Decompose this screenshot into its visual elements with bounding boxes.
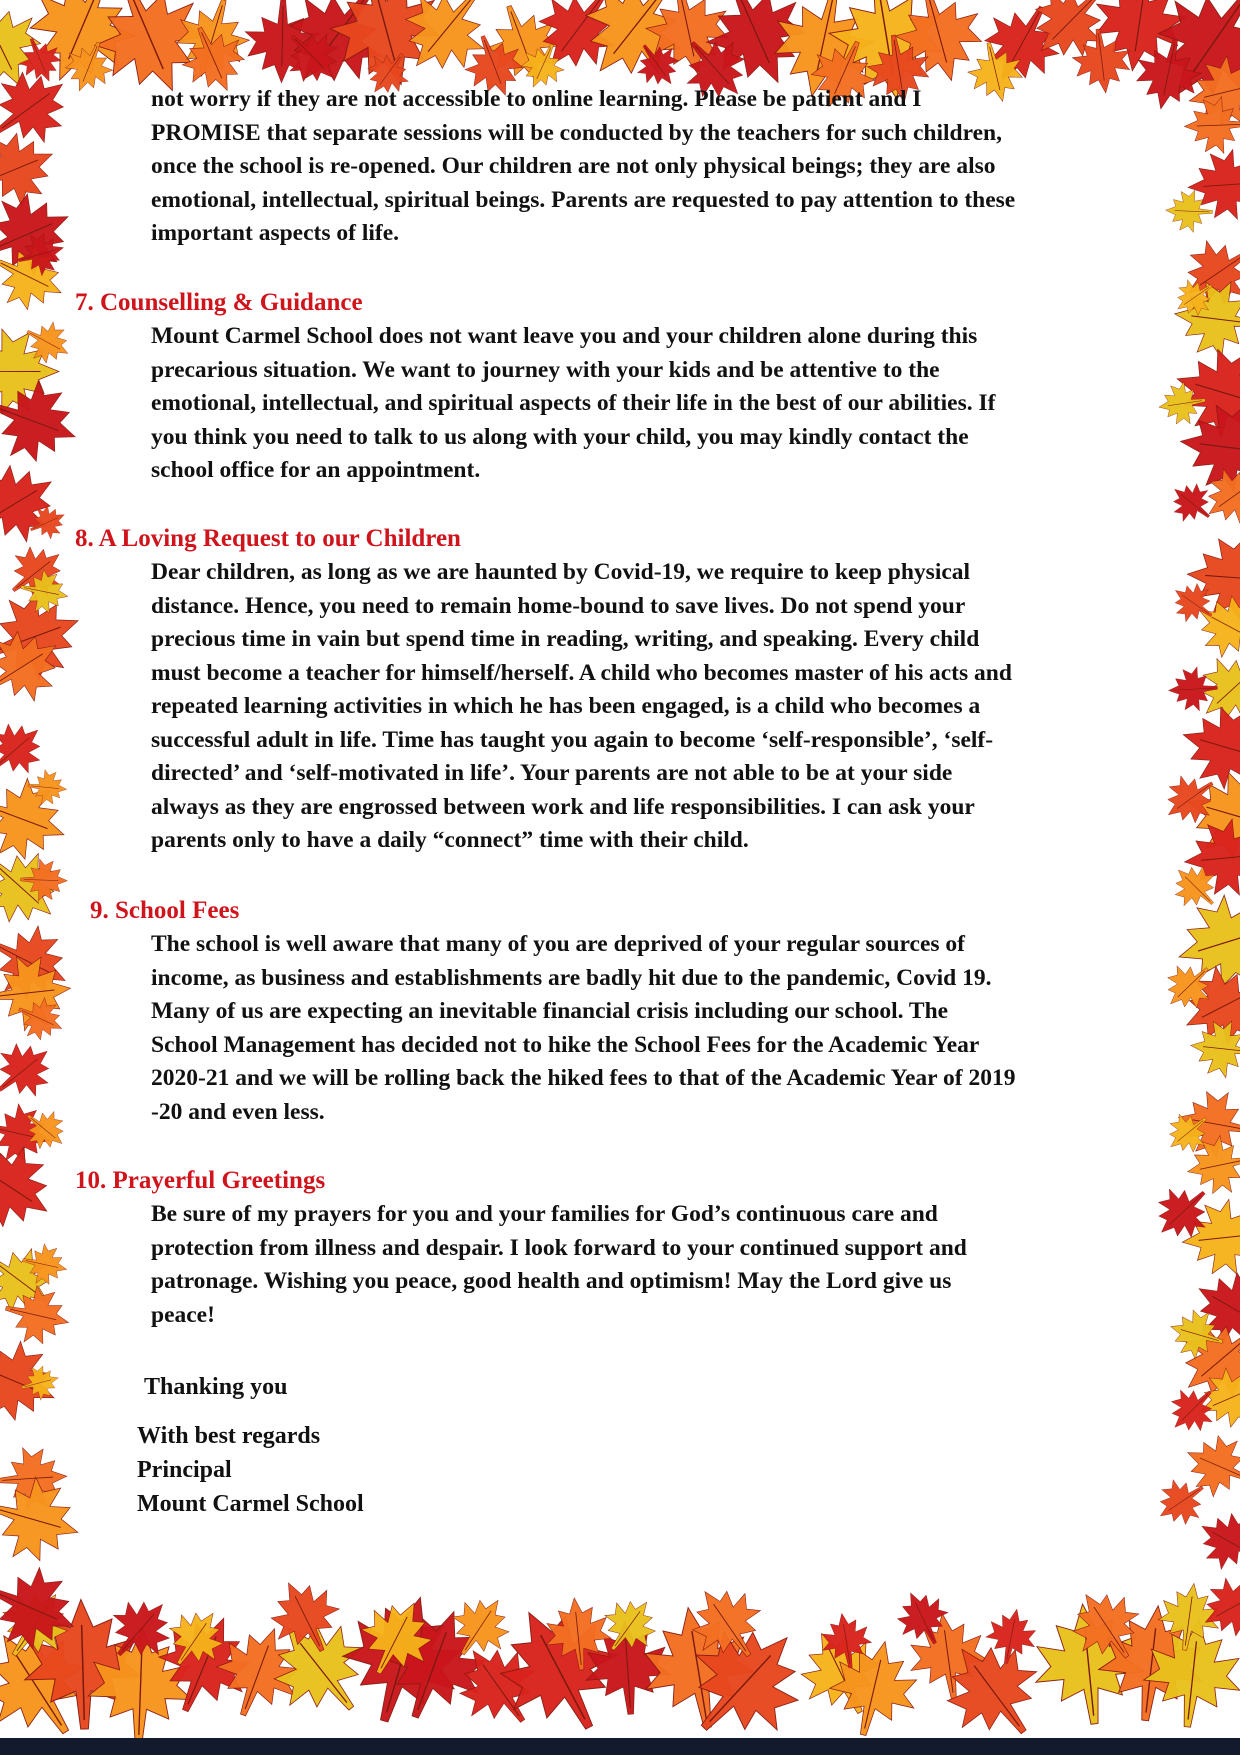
section-heading: 8. A Loving Request to our Children bbox=[75, 525, 461, 552]
school-name: Mount Carmel School bbox=[137, 1491, 364, 1517]
closing-thanks: Thanking you bbox=[144, 1374, 288, 1400]
section-body: The school is well aware that many of you are deprived of your regular sources of income, as business and establishments are badly hit due to the pandemic, Covid 19. Many of us are expecting an inevitable financial crisis including our school. The School Management has decided not to hike the School Fees for the Academic Year 2020-21 and we will be rolling back the hiked fees to that of the Academic Year of 2019 -20 and even less. bbox=[151, 931, 1016, 1125]
section-heading: 7. Counselling & Guidance bbox=[75, 289, 363, 316]
section-heading: 9. School Fees bbox=[90, 897, 240, 924]
section-heading: 10. Prayerful Greetings bbox=[75, 1167, 326, 1194]
section-body: Be sure of my prayers for you and your families for God’s continuous care and protection from illness and despair. I look forward to your continued support and patronage. Wishing you peace, good health and optimism! May the Lord give us peace! bbox=[151, 1201, 967, 1328]
principal-title: Principal bbox=[137, 1457, 232, 1483]
bottom-strip bbox=[0, 1738, 1240, 1755]
intro-paragraph: not worry if they are not accessible to online learning. Please be patient and I PROMISE that separate sessions will be conducted by the teachers for such children, once the school is re-opened. Our children are not only physical beings; they are also emotional, intellectual, spiritual beings. Parents are requested to pay attention to these important aspects of life. bbox=[151, 86, 1016, 246]
section-body: Dear children, as long as we are haunted by Covid-19, we require to keep physical distance. Hence, you need to remain home-bound to save lives. Do not spend your precious time in vain but spend time in reading, writing, and speaking. Every child must become a teacher for himself/herself. A child who becomes master of his acts and repeated learning activities in which he has been engaged, is a child who becomes a successful adult in life. Time has taught you again to become ‘self-responsible’, ‘self- directed’ and ‘self-motivated in life’. Your parents are not able to be at your side always as they are engrossed between work and life responsibilities. I can ask your parents only to have a daily “connect” time with their child. bbox=[151, 559, 1012, 853]
section-body: Mount Carmel School does not want leave you and your children alone during this precarious situation. We want to journey with your kids and be attentive to the emotional, intellectual, and spiritual aspects of their life in the best of our abilities. If you think you need to talk to us along with your child, you may kindly contact the school office for an appointment. bbox=[151, 323, 996, 483]
closing-regards: With best regards bbox=[137, 1423, 321, 1449]
